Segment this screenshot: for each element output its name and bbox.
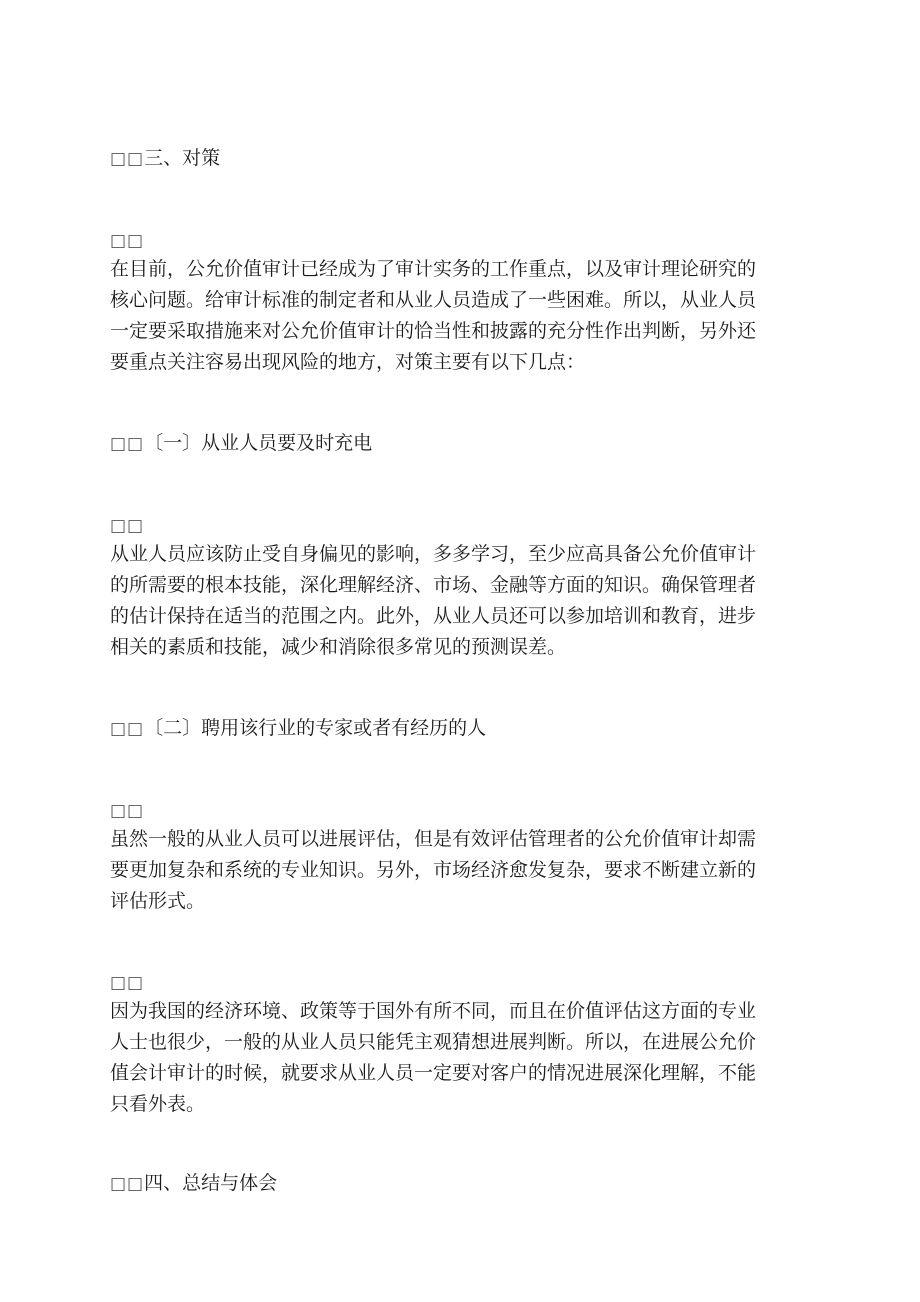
- paragraph-line: 值会计审计的时候，就要求从业人员一定要对客户的情况进展深化理解，不能: [110, 1062, 757, 1084]
- paragraph-1: [110, 539, 800, 663]
- section-heading-4: [110, 1168, 800, 1200]
- paragraph-1-marker: [110, 510, 800, 542]
- paragraph-line: 的所需要的根本技能，深化理解经济、市场、金融等方面的知识。确保管理者: [110, 574, 757, 596]
- heading-text: 〔一〕从业人员要及时充电: [144, 432, 373, 454]
- paragraph-line: 要更加复杂和系统的专业知识。另外，市场经济愈发复杂，要求不断建立新的: [110, 859, 757, 881]
- paragraph-line: 只看外表。: [110, 1093, 206, 1115]
- subsection-heading-2: [110, 713, 800, 745]
- paragraph-line: 从业人员应该防止受自身偏见的影响，多多学习，至少应高具备公允价值审计: [110, 543, 757, 565]
- paragraph-line: 在目前，公允价值审计已经成为了审计实务的工作重点，以及审计理论研究的: [110, 258, 757, 280]
- paragraph-line: 一定要采取措施来对公允价值审计的恰当性和披露的充分性作出判断，另外还: [110, 320, 757, 342]
- paragraph-line: 核心问题。给审计标准的制定者和从业人员造成了一些困难。所以，从业人员: [110, 289, 757, 311]
- paragraph-line: 人士也很少，一般的从业人员只能凭主观猜想进展判断。所以，在进展公允价: [110, 1031, 757, 1053]
- placeholder-marker: □□: [110, 973, 145, 993]
- placeholder-marker: □□: [110, 801, 145, 821]
- paragraph-3-marker: [110, 967, 800, 999]
- placeholder-marker: □□: [110, 516, 145, 536]
- placeholder-marker: □□: [110, 434, 145, 454]
- paragraph-intro: [110, 254, 800, 378]
- paragraph-line: 虽然一般的从业人员可以进展评估，但是有效评估管理者的公允价值审计却需: [110, 828, 757, 850]
- paragraph-3: [110, 996, 800, 1120]
- paragraph-2-marker: [110, 795, 800, 827]
- heading-text: 三、对策: [144, 147, 221, 169]
- paragraph-line: 评估形式。: [110, 890, 206, 912]
- paragraph-line: 相关的素质和技能，减少和消除很多常见的预测误差。: [110, 636, 567, 658]
- placeholder-marker: □□: [110, 1174, 145, 1194]
- placeholder-marker: □□: [110, 719, 145, 739]
- paragraph-line: 要重点关注容易出现风险的地方，对策主要有以下几点：: [110, 351, 586, 373]
- heading-text: 〔二〕聘用该行业的专家或者有经历的人: [144, 717, 487, 739]
- heading-text: 四、总结与体会: [144, 1172, 278, 1194]
- section-heading-3: [110, 143, 800, 175]
- paragraph-2: [110, 824, 800, 917]
- paragraph-intro-marker: [110, 225, 800, 257]
- placeholder-marker: □□: [110, 149, 145, 169]
- subsection-heading-1: [110, 428, 800, 460]
- paragraph-line: 的估计保持在适当的范围之内。此外，从业人员还可以参加培训和教育，进步: [110, 605, 757, 627]
- placeholder-marker: □□: [110, 231, 145, 251]
- paragraph-line: 因为我国的经济环境、政策等于国外有所不同，而且在价值评估这方面的专业: [110, 1000, 757, 1022]
